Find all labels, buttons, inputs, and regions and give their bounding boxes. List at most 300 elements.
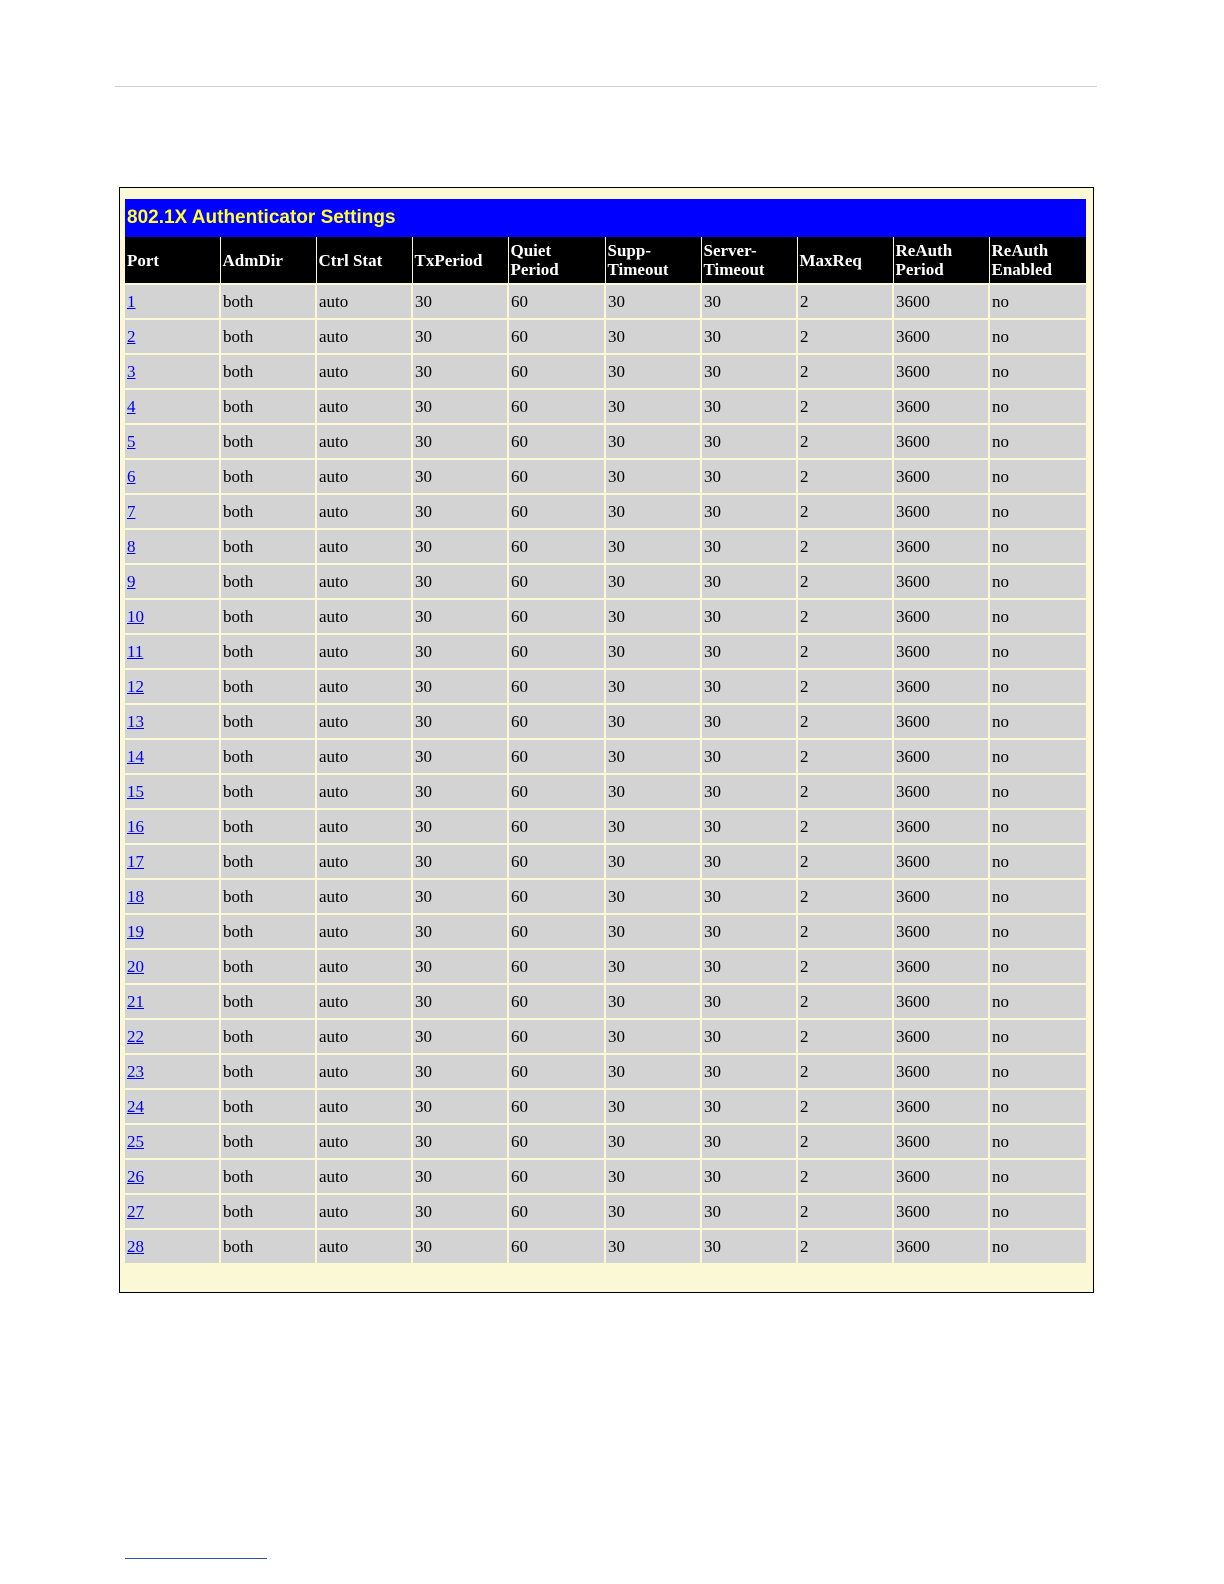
port-link[interactable]: 15 (127, 781, 144, 801)
table-cell (125, 984, 220, 1019)
table-row (125, 1159, 1086, 1194)
table-cell: 30 (605, 739, 701, 774)
table-cell: 30 (412, 354, 508, 389)
table-cell: no (989, 704, 1086, 739)
table-cell: 60 (508, 284, 605, 319)
table-cell: no (989, 949, 1086, 984)
table-cell: 30 (701, 284, 797, 319)
table-row (125, 879, 1086, 914)
table-cell: 30 (412, 634, 508, 669)
port-link[interactable]: 12 (127, 676, 144, 696)
column-header-line: Ctrl Stat (318, 250, 383, 270)
table-cell: 30 (412, 914, 508, 949)
table-cell: 60 (508, 1054, 605, 1089)
table-cell: both (220, 774, 316, 809)
table-cell: 2 (797, 1019, 893, 1054)
table-cell: auto (316, 984, 412, 1019)
table-row (125, 704, 1086, 739)
table-row (125, 1194, 1086, 1229)
table-cell: 30 (701, 1229, 797, 1263)
table-cell (125, 1229, 220, 1263)
table-cell (125, 424, 220, 459)
table-cell: 30 (701, 319, 797, 354)
column-header-line: Quiet (510, 241, 552, 260)
table-cell: 3600 (893, 529, 989, 564)
table-cell: no (989, 389, 1086, 424)
port-link[interactable]: 9 (127, 571, 136, 591)
table-cell: 30 (412, 984, 508, 1019)
top-rule (115, 86, 1097, 87)
table-cell: auto (316, 669, 412, 704)
table-cell: no (989, 1229, 1086, 1263)
table-row (125, 1089, 1086, 1124)
table-cell: auto (316, 739, 412, 774)
table-cell: both (220, 634, 316, 669)
table-cell: 2 (797, 494, 893, 529)
table-cell: 60 (508, 634, 605, 669)
table-cell: 30 (412, 1019, 508, 1054)
table-row (125, 1229, 1086, 1263)
table-cell: 30 (412, 494, 508, 529)
port-link[interactable]: 14 (127, 746, 144, 766)
table-cell: 30 (701, 739, 797, 774)
table-cell (125, 634, 220, 669)
table-cell (125, 529, 220, 564)
port-link[interactable]: 17 (127, 851, 144, 871)
table-cell: auto (316, 1229, 412, 1263)
table-cell: auto (316, 1054, 412, 1089)
table-cell: 30 (412, 669, 508, 704)
table-cell: 30 (701, 459, 797, 494)
table-cell: 30 (701, 949, 797, 984)
table-cell: 2 (797, 284, 893, 319)
table-cell: auto (316, 529, 412, 564)
column-header (508, 237, 605, 284)
table-cell (125, 809, 220, 844)
table-cell: no (989, 529, 1086, 564)
table-cell: auto (316, 704, 412, 739)
table-cell: no (989, 564, 1086, 599)
port-link[interactable]: 16 (127, 816, 144, 836)
column-header (989, 237, 1086, 284)
table-cell: 3600 (893, 1089, 989, 1124)
table-cell: auto (316, 1194, 412, 1229)
table-cell: 3600 (893, 634, 989, 669)
table-cell: 30 (605, 1159, 701, 1194)
table-cell: 30 (605, 949, 701, 984)
column-header-line: Timeout (703, 260, 765, 279)
port-link[interactable]: 26 (127, 1166, 144, 1186)
table-cell: 2 (797, 634, 893, 669)
table-cell: 3600 (893, 879, 989, 914)
table-cell: 2 (797, 599, 893, 634)
table-cell: auto (316, 949, 412, 984)
table-cell: both (220, 1194, 316, 1229)
table-cell: 30 (412, 1054, 508, 1089)
table-cell: 2 (797, 1159, 893, 1194)
table-cell: 3600 (893, 984, 989, 1019)
column-header-line: MaxReq (799, 250, 862, 270)
table-cell: 30 (605, 704, 701, 739)
table-cell: 60 (508, 984, 605, 1019)
table-cell: 30 (605, 459, 701, 494)
table-cell: both (220, 389, 316, 424)
column-header (893, 237, 989, 284)
table-row (125, 844, 1086, 879)
table-cell (125, 1159, 220, 1194)
table-row (125, 319, 1086, 354)
port-link[interactable]: 4 (127, 396, 136, 416)
table-cell: no (989, 494, 1086, 529)
table-cell: 2 (797, 704, 893, 739)
table-cell: both (220, 319, 316, 354)
table-cell (125, 949, 220, 984)
table-cell (125, 774, 220, 809)
table-row (125, 949, 1086, 984)
table-cell: 30 (412, 319, 508, 354)
table-cell: 60 (508, 424, 605, 459)
table-cell: 30 (605, 1194, 701, 1229)
table-cell: 60 (508, 669, 605, 704)
table-cell: both (220, 844, 316, 879)
table-row (125, 634, 1086, 669)
port-link[interactable]: 25 (127, 1131, 144, 1151)
table-cell: 30 (412, 599, 508, 634)
table-row (125, 984, 1086, 1019)
table-row (125, 1019, 1086, 1054)
table-cell: no (989, 774, 1086, 809)
table-cell: 30 (412, 739, 508, 774)
column-header-line: Timeout (607, 260, 669, 279)
authenticator-settings-panel (125, 199, 1086, 1263)
table-cell: both (220, 669, 316, 704)
table-cell: 3600 (893, 809, 989, 844)
table-cell: auto (316, 319, 412, 354)
table-cell: both (220, 354, 316, 389)
panel-title: 802.1X Authenticator Settings (125, 199, 1086, 237)
table-row (125, 1054, 1086, 1089)
port-link[interactable]: 7 (127, 501, 136, 521)
table-cell: auto (316, 1089, 412, 1124)
table-cell: 2 (797, 1229, 893, 1263)
table-cell: 30 (605, 914, 701, 949)
table-row (125, 459, 1086, 494)
column-header-line: Port (127, 250, 160, 270)
table-header-row (125, 237, 1086, 284)
table-cell: 60 (508, 494, 605, 529)
table-cell: auto (316, 494, 412, 529)
port-link[interactable]: 1 (127, 291, 136, 311)
table-row (125, 389, 1086, 424)
table-cell: 3600 (893, 669, 989, 704)
port-link[interactable]: 21 (127, 991, 144, 1011)
table-cell: 30 (605, 1089, 701, 1124)
table-row (125, 564, 1086, 599)
table-cell: 30 (605, 284, 701, 319)
table-cell (125, 284, 220, 319)
table-cell: 3600 (893, 564, 989, 599)
table-cell: 30 (605, 1229, 701, 1263)
table-cell: 30 (701, 1019, 797, 1054)
table-cell: 30 (701, 354, 797, 389)
table-row (125, 424, 1086, 459)
table-cell: 60 (508, 739, 605, 774)
authenticator-settings-table (125, 237, 1086, 1263)
table-cell: 30 (412, 564, 508, 599)
table-cell: no (989, 1194, 1086, 1229)
table-cell: auto (316, 809, 412, 844)
table-cell: 2 (797, 809, 893, 844)
column-header (125, 237, 220, 284)
table-cell: 3600 (893, 1054, 989, 1089)
table-row (125, 599, 1086, 634)
table-cell: 30 (701, 1194, 797, 1229)
table-cell: 3600 (893, 914, 989, 949)
table-cell: 30 (605, 319, 701, 354)
table-cell: both (220, 1229, 316, 1263)
table-cell: 30 (605, 879, 701, 914)
table-cell: both (220, 284, 316, 319)
table-cell: 3600 (893, 459, 989, 494)
table-cell: 60 (508, 704, 605, 739)
table-cell: 60 (508, 949, 605, 984)
table-cell: 3600 (893, 1019, 989, 1054)
table-cell: both (220, 809, 316, 844)
port-link[interactable]: 27 (127, 1201, 144, 1221)
port-link[interactable]: 3 (127, 361, 136, 381)
port-link[interactable]: 11 (127, 641, 144, 661)
table-cell: 30 (605, 634, 701, 669)
table-cell: both (220, 1054, 316, 1089)
table-cell: 2 (797, 739, 893, 774)
port-link[interactable]: 13 (127, 711, 144, 731)
table-cell: no (989, 634, 1086, 669)
table-body (125, 284, 1086, 1263)
table-cell: 30 (701, 424, 797, 459)
table-cell: 30 (605, 354, 701, 389)
table-cell: 2 (797, 1054, 893, 1089)
table-cell: 30 (701, 1159, 797, 1194)
table-cell: both (220, 739, 316, 774)
table-cell: 30 (605, 669, 701, 704)
table-cell: 30 (701, 914, 797, 949)
table-cell: no (989, 1124, 1086, 1159)
table-cell: no (989, 319, 1086, 354)
port-link[interactable]: 19 (127, 921, 144, 941)
table-cell: both (220, 1089, 316, 1124)
table-cell: 30 (605, 774, 701, 809)
table-row (125, 774, 1086, 809)
table-cell: 60 (508, 599, 605, 634)
table-cell: 30 (412, 389, 508, 424)
port-link[interactable]: 2 (127, 326, 136, 346)
table-cell: 2 (797, 879, 893, 914)
port-link[interactable]: 8 (127, 536, 136, 556)
table-cell: 30 (701, 389, 797, 424)
table-cell: 30 (412, 1229, 508, 1263)
table-row (125, 1124, 1086, 1159)
table-cell: no (989, 879, 1086, 914)
table-cell: 30 (412, 949, 508, 984)
table-cell: 30 (412, 529, 508, 564)
table-cell: both (220, 494, 316, 529)
table-cell: 30 (605, 1054, 701, 1089)
table-cell: no (989, 809, 1086, 844)
port-link[interactable]: 24 (127, 1096, 144, 1116)
table-cell (125, 1124, 220, 1159)
table-cell: 30 (701, 564, 797, 599)
table-cell: 3600 (893, 949, 989, 984)
table-cell: 30 (701, 1089, 797, 1124)
table-cell (125, 459, 220, 494)
table-cell: 30 (701, 704, 797, 739)
table-cell: no (989, 1089, 1086, 1124)
table-cell: 2 (797, 354, 893, 389)
table-cell: 30 (412, 459, 508, 494)
table-cell (125, 599, 220, 634)
table-cell: auto (316, 1159, 412, 1194)
table-cell: no (989, 669, 1086, 704)
table-cell: 3600 (893, 599, 989, 634)
table-row (125, 284, 1086, 319)
table-row (125, 494, 1086, 529)
table-cell: 30 (412, 1089, 508, 1124)
table-cell: 30 (412, 1159, 508, 1194)
table-cell: 60 (508, 914, 605, 949)
table-cell (125, 704, 220, 739)
port-link[interactable]: 5 (127, 431, 136, 451)
table-cell: 30 (412, 704, 508, 739)
column-header (316, 237, 412, 284)
table-cell: 60 (508, 319, 605, 354)
port-link[interactable]: 20 (127, 956, 144, 976)
table-cell: auto (316, 1124, 412, 1159)
table-cell: 60 (508, 844, 605, 879)
table-cell: 3600 (893, 704, 989, 739)
table-cell: auto (316, 284, 412, 319)
column-header-line: Enabled (991, 260, 1052, 279)
table-cell: no (989, 984, 1086, 1019)
table-cell: 30 (701, 844, 797, 879)
table-row (125, 669, 1086, 704)
table-cell: auto (316, 1019, 412, 1054)
table-cell: auto (316, 879, 412, 914)
table-cell: both (220, 1159, 316, 1194)
table-cell: no (989, 914, 1086, 949)
table-cell: auto (316, 844, 412, 879)
table-cell: no (989, 354, 1086, 389)
table-row (125, 354, 1086, 389)
port-link[interactable]: 22 (127, 1026, 144, 1046)
table-cell: 2 (797, 984, 893, 1019)
table-cell: 30 (605, 984, 701, 1019)
table-cell (125, 494, 220, 529)
port-link[interactable]: 18 (127, 886, 144, 906)
table-cell: 30 (412, 844, 508, 879)
table-cell: 3600 (893, 844, 989, 879)
table-cell: no (989, 844, 1086, 879)
table-cell: 2 (797, 424, 893, 459)
table-cell: auto (316, 459, 412, 494)
table-cell: 2 (797, 844, 893, 879)
table-cell: 60 (508, 1019, 605, 1054)
table-cell (125, 844, 220, 879)
table-cell: 2 (797, 459, 893, 494)
table-cell: both (220, 599, 316, 634)
table-cell: 30 (701, 599, 797, 634)
table-cell (125, 319, 220, 354)
table-cell: no (989, 599, 1086, 634)
table-cell: auto (316, 424, 412, 459)
table-cell (125, 564, 220, 599)
table-cell: 30 (701, 774, 797, 809)
table-cell: 3600 (893, 1124, 989, 1159)
table-cell: 3600 (893, 774, 989, 809)
port-link[interactable]: 28 (127, 1236, 144, 1256)
table-cell: both (220, 879, 316, 914)
table-cell: 30 (412, 774, 508, 809)
table-cell: 60 (508, 459, 605, 494)
column-header (605, 237, 701, 284)
column-header (412, 237, 508, 284)
table-cell: 30 (701, 1054, 797, 1089)
table-cell: 2 (797, 319, 893, 354)
screenshot-frame (119, 187, 1094, 1293)
table-cell: 60 (508, 1194, 605, 1229)
table-cell: 60 (508, 1229, 605, 1263)
table-cell: 30 (605, 844, 701, 879)
table-cell: both (220, 984, 316, 1019)
table-cell: both (220, 1019, 316, 1054)
column-header-line: Supp- (607, 241, 651, 260)
column-header-line: Server- (703, 241, 757, 260)
port-link[interactable]: 23 (127, 1061, 144, 1081)
port-link[interactable]: 10 (127, 606, 144, 626)
table-cell: 30 (701, 529, 797, 564)
table-cell (125, 1194, 220, 1229)
table-cell: 30 (701, 634, 797, 669)
table-cell: 3600 (893, 284, 989, 319)
table-cell: auto (316, 564, 412, 599)
table-cell: 30 (605, 529, 701, 564)
table-cell: 3600 (893, 739, 989, 774)
column-header (701, 237, 797, 284)
table-cell: 2 (797, 1194, 893, 1229)
port-link[interactable]: 6 (127, 466, 136, 486)
column-header-line: TxPeriod (414, 250, 483, 270)
column-header-line: AdmDir (222, 250, 283, 270)
table-cell: 30 (605, 424, 701, 459)
table-cell (125, 389, 220, 424)
table-cell: 2 (797, 529, 893, 564)
table-cell: 30 (605, 599, 701, 634)
table-cell: both (220, 949, 316, 984)
table-cell: 30 (412, 809, 508, 844)
table-cell: 30 (701, 1124, 797, 1159)
table-cell: 3600 (893, 1159, 989, 1194)
table-cell: 30 (701, 494, 797, 529)
table-cell: 3600 (893, 1194, 989, 1229)
table-cell: 30 (605, 1019, 701, 1054)
table-cell: auto (316, 634, 412, 669)
table-cell (125, 669, 220, 704)
table-row (125, 529, 1086, 564)
table-cell: no (989, 1159, 1086, 1194)
table-cell: auto (316, 354, 412, 389)
table-row (125, 914, 1086, 949)
table-cell: 3600 (893, 389, 989, 424)
table-cell: both (220, 459, 316, 494)
